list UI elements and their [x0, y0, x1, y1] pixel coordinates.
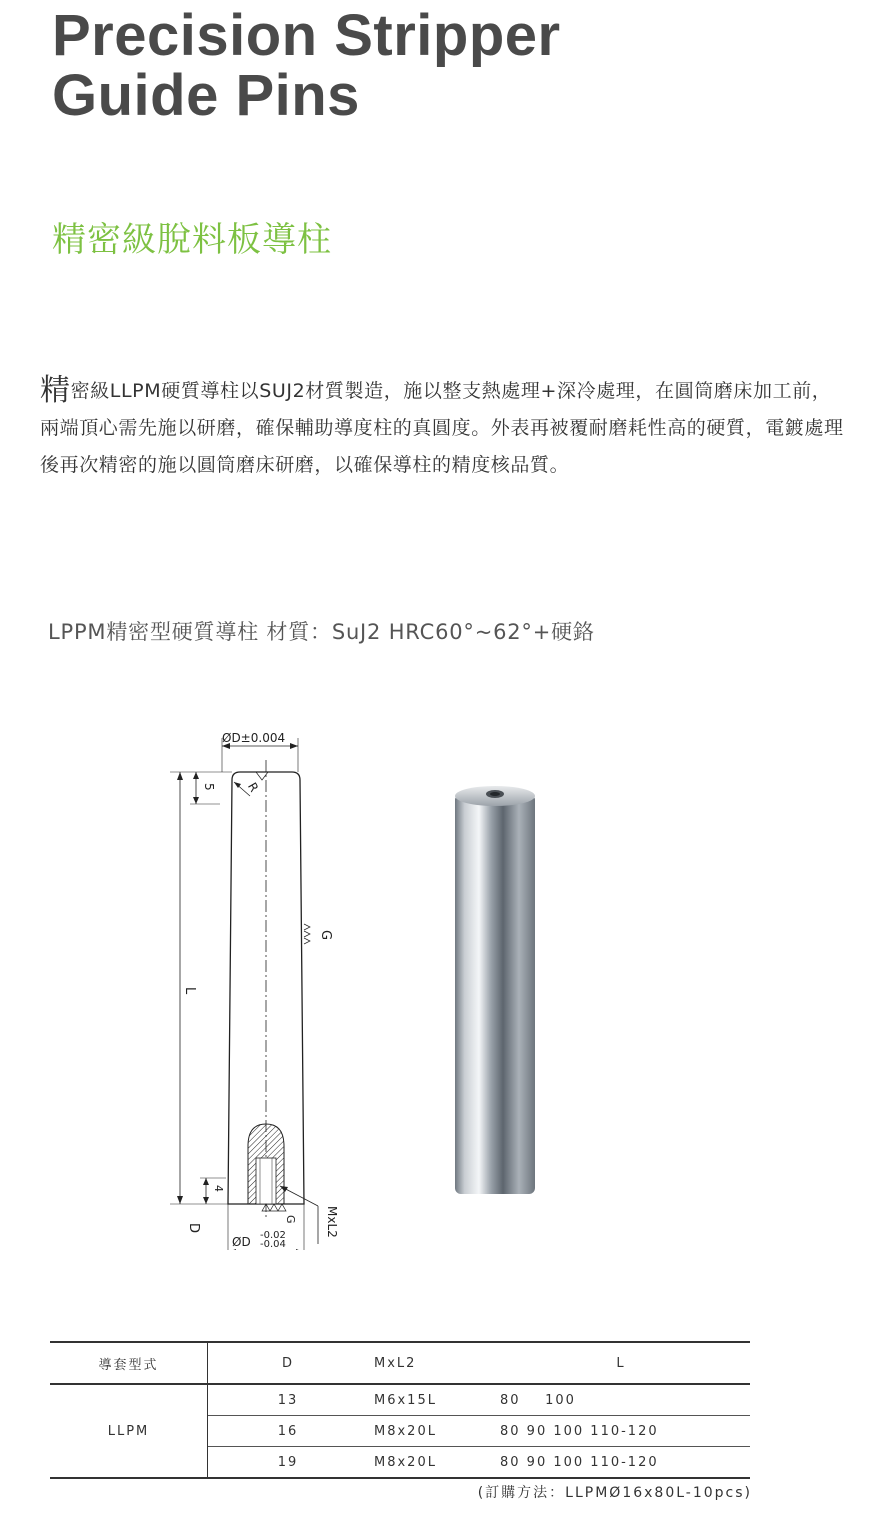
bottom-diameter-label: ØD — [232, 1235, 251, 1249]
table-row — [50, 1384, 750, 1416]
radius-label: R — [244, 780, 262, 795]
dim-4-label: 4 — [212, 1185, 225, 1192]
product-description — [40, 372, 850, 484]
table-header-row — [50, 1342, 750, 1384]
thread-spec-label: MxL2 — [325, 1206, 339, 1238]
product-photo — [440, 780, 550, 1200]
tolerance-upper: -0.02 — [260, 1230, 286, 1241]
grind-mark-label: G — [318, 930, 333, 941]
title-line-1: Precision Stripper — [52, 3, 561, 68]
title-line-2: Guide Pins — [52, 63, 360, 128]
description-text: 密級LLPM硬質導柱以SUJ2材質製造，施以整支熱處理+深冷處理，在圓筒磨床加工前，兩端頂心需先施以研磨，確保輔助導度柱的真圓度。外表再被覆耐磨耗性高的硬質，電鍍處理後再次精密的施以圓筒磨床研磨，以確保導柱的精度核品質。 — [40, 380, 844, 476]
spec-table — [50, 1341, 750, 1479]
bottom-grind-label: G — [284, 1215, 297, 1224]
type-value: LLPM — [50, 1384, 208, 1478]
tolerance-lower: -0.04 — [260, 1239, 286, 1250]
cell-m: M8x20L — [374, 1423, 437, 1439]
header-type: 導套型式 — [50, 1342, 208, 1384]
length-label: L — [182, 987, 197, 995]
description-first-char: 精 — [40, 373, 71, 408]
cell-d: 19 — [277, 1454, 299, 1470]
dim-5-label: 5 — [202, 783, 216, 791]
header-l: L — [616, 1355, 626, 1371]
cell-d: 16 — [277, 1423, 299, 1439]
material-spec: LPPM精密型硬質導柱 材質：SuJ2 HRC60°~62°+硬鉻 — [48, 620, 595, 644]
technical-drawing — [150, 720, 360, 1250]
bottom-d-label: D — [186, 1223, 201, 1234]
cell-m: M6x15L — [374, 1392, 437, 1408]
order-method-note: (訂購方法：LLPMØ16x80L-10pcs) — [477, 1485, 752, 1501]
cell-m: M8x20L — [374, 1454, 437, 1470]
top-diameter-label: ØD±0.004 — [222, 731, 286, 745]
cell-l: 80 90 100 110-120 — [500, 1454, 659, 1470]
cell-d: 13 — [277, 1392, 299, 1408]
header-m: MxL2 — [374, 1355, 417, 1371]
cell-l: 80 100 — [500, 1392, 576, 1408]
page-title — [52, 3, 561, 128]
chinese-subtitle: 精密級脫料板導柱 — [52, 220, 332, 260]
cell-l: 80 90 100 110-120 — [500, 1423, 659, 1439]
header-d: D — [281, 1355, 294, 1371]
